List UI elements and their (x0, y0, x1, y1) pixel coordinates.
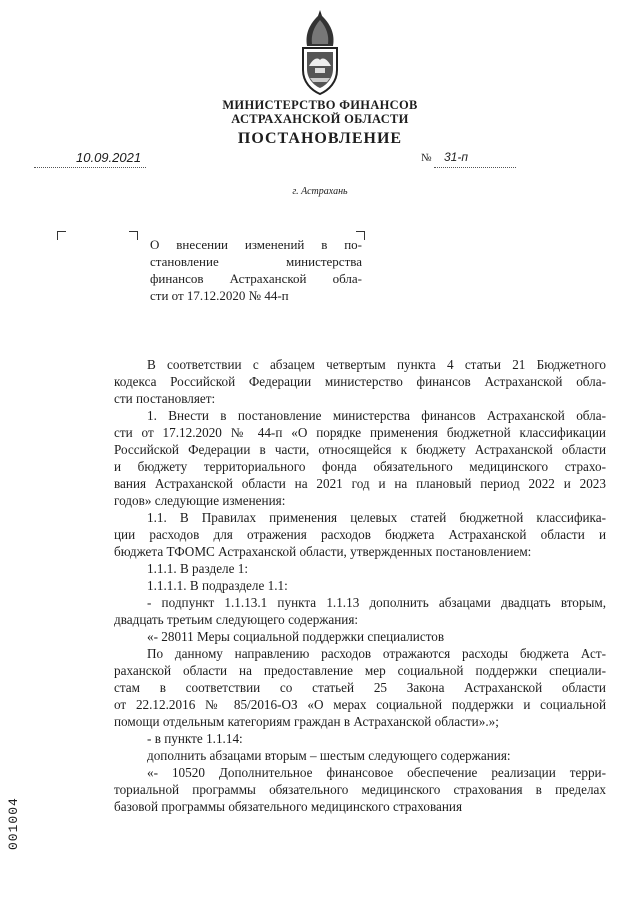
body-line: от 22.12.2016 № 85/2016-ОЗ «О мерах социальной поддержки и социальной (114, 697, 606, 712)
body-line: 1.1.1.1. В подразделе 1.1: (147, 578, 288, 593)
body-line: вания Астраханской области на 2021 год и на плановый период 2022 и 2023 (114, 476, 606, 491)
body-line: кодекса Российской Федерации министерство финансов Астраханской обла- (114, 374, 606, 389)
body-line: - подпункт 1.1.13.1 пункта 1.1.13 дополнить абзацами двадцать вторым, (147, 595, 606, 610)
body-line: помощи отдельным категориям граждан в Астраханской области».»; (114, 714, 499, 729)
body-line: и бюджету территориального фонда обязательного медицинского страхо- (114, 459, 606, 474)
body-line: сти постановляет: (114, 391, 216, 406)
body-line: годов» следующие изменения: (114, 493, 286, 508)
number-label: № (421, 152, 432, 164)
body-line: Российской Федерации в части, относящейся к бюджету Астраханской области (114, 442, 606, 457)
body-line: 1.1. В Правилах применения целевых статей бюджетной классифика- (147, 510, 606, 525)
city-name: г. Астрахань (292, 186, 348, 197)
region-name: АСТРАХАНСКОЙ ОБЛАСТИ (231, 112, 409, 126)
document-number: 31-п (434, 150, 516, 168)
body-line: стам в соответствии со статьей 25 Закона Астраханской области (114, 680, 606, 695)
body-line: В соответствии с абзацем четвертым пункта 4 статьи 21 Бюджетного (147, 357, 606, 372)
document-subject (150, 236, 362, 304)
body-line: ториальной программы обязательного медицинского страхования в пределах (114, 782, 606, 797)
body-line: бюджета ТФОМС Астраханской области, утвержденных постановлением: (114, 544, 532, 559)
corner-mark-middle (129, 231, 138, 240)
body-line: «- 10520 Дополнительное финансовое обеспечение реализации терри- (147, 765, 606, 780)
subject-line: О внесении изменений в по- (150, 237, 362, 252)
body-line: дополнить абзацами вторым – шестым следующего содержания: (147, 748, 511, 763)
subject-line: сти от 17.12.2020 № 44-п (150, 288, 289, 303)
body-line: - в пункте 1.1.14: (147, 731, 243, 746)
body-line: «- 28011 Меры социальной поддержки специалистов (147, 629, 445, 644)
corner-mark-left (57, 231, 66, 240)
document-type-title: ПОСТАНОВЛЕНИЕ (237, 130, 403, 147)
subject-line: становление министерства (150, 254, 362, 269)
ministry-name: МИНИСТЕРСТВО ФИНАНСОВ (222, 98, 418, 112)
body-line: раханской области на предоставление мер социальной поддержки специали- (114, 663, 606, 678)
body-line: 1.1.1. В разделе 1: (147, 561, 249, 576)
body-line: По данному направлению расходов отражаются расходы бюджета Аст- (147, 646, 606, 661)
body-line: двадцать третьим следующего содержания: (114, 612, 359, 627)
coat-of-arms-icon (291, 8, 349, 96)
body-line: сти от 17.12.2020 № 44-п «О порядке применения бюджетной классификации (114, 425, 606, 440)
document-body (114, 356, 606, 815)
page-serial-number: 001004 (6, 797, 21, 850)
body-line: ции расходов для отражения расходов бюджета Астраханской области и (114, 527, 606, 542)
body-line: 1. Внести в постановление министерства финансов Астраханской обла- (147, 408, 606, 423)
subject-line: финансов Астраханской обла- (150, 271, 362, 286)
document-date: 10.09.2021 (34, 150, 146, 168)
body-line: базовой программы обязательного медицинского страхования (114, 799, 463, 814)
